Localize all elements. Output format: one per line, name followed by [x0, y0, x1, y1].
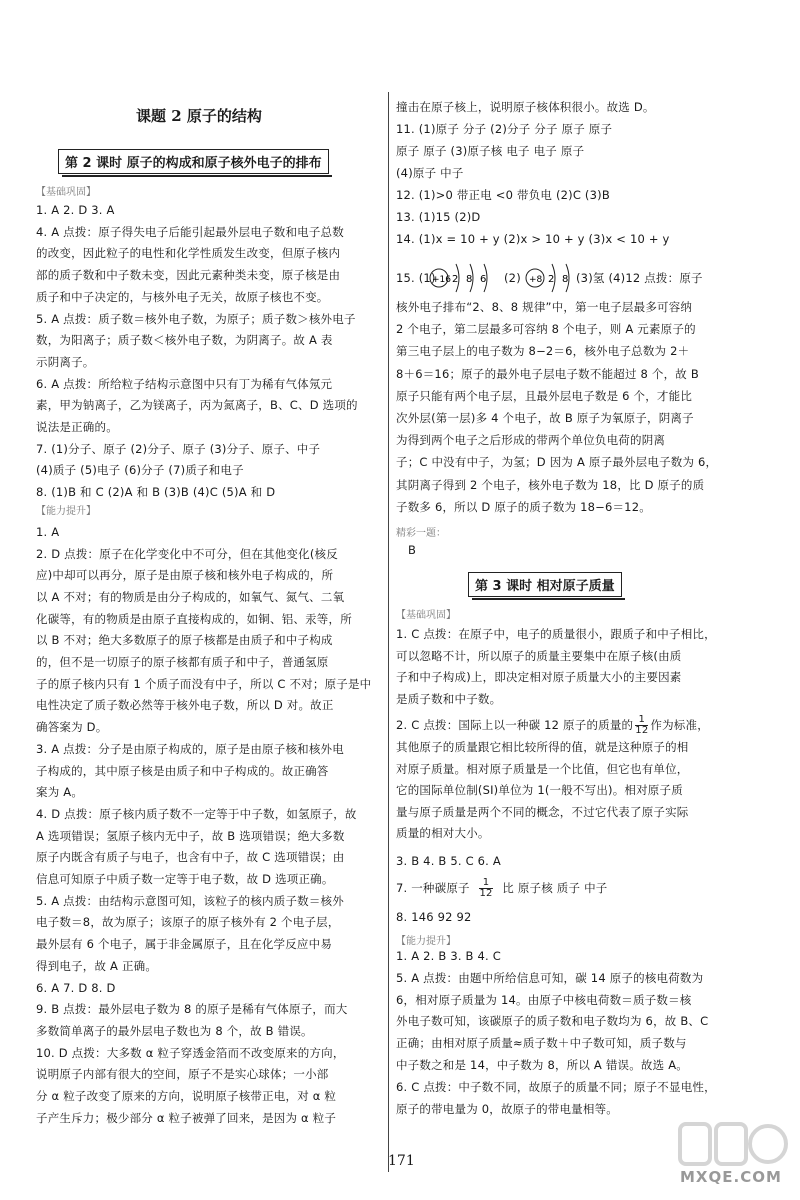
text-line: 6，相对原子质量为 14。由原子中核电荷数＝质子数＝核 [396, 992, 692, 1007]
text-line: 9. B 点拨：最外层电子数为 8 的原子是稀有气体原子，而大 [36, 1002, 348, 1017]
text-line: 量与原子质量是两个不同的概念，不过它代表了原子实际 [396, 804, 689, 819]
text-line: 质量的相对大小。 [396, 826, 490, 840]
text-line: 多数简单离子的最外层电子数也为 8 个，故 B 错误。 [36, 1023, 313, 1038]
text-line: 其他原子的质量跟它相比较所得的值，就是这种原子的相 [396, 740, 689, 754]
text-line: 信息可知原子中质子数一定等于电子数，故 D 选项正确。 [36, 872, 334, 886]
atom-b-shell-2: 8 [562, 274, 569, 285]
text-line: A 选项错误；氢原子核内无中子，故 B 选项错误；绝大多数 [36, 828, 345, 843]
text-line: 说明原子内部有很大的空间，原子不是实心球体；一小部 [36, 1067, 329, 1082]
text-line: 是质子数和中子数。 [396, 691, 502, 706]
watermark-text: MXQE.COM [680, 1168, 782, 1186]
text-line: 6. C 点拨：中子数不同，故原子的质量不同；原子不显电性， [396, 1079, 716, 1094]
text-line: 撞击在原子核上，说明原子核体积很小。故选 D。 [396, 100, 655, 114]
text-line: 8. (1)B 和 C (2)A 和 B (3)B (4)C (5)A 和 D [36, 485, 276, 500]
atom-a-nucleus: +16 [432, 275, 451, 285]
text-line: 7. (1)分子、原子 (2)分子、原子 (3)分子、原子、中子 [36, 441, 321, 456]
text-line: 2. D 点拨：原子在化学变化中不可分，但在其他变化(核反 [36, 546, 338, 561]
text-line: (4)原子 中子 [396, 166, 464, 180]
q7-line [396, 878, 607, 899]
atom-b-shell-1: 2 [548, 274, 555, 285]
section-title-lesson2: 第 2 课时 原子的构成和原子核外电子的排布 [58, 149, 329, 174]
tag-wonderful-question: 精彩一题： [396, 528, 446, 539]
text-line: 化碳等，有的物质是由原子直接构成的，如铜、铝、汞等，所 [36, 611, 352, 626]
text-line: 确答案为 D。 [36, 720, 108, 735]
fraction-q7: $\frac{1}{12}$ [479, 877, 493, 899]
text-line: 10. D 点拨：大多数 α 粒子穿透金箔而不改变原来的方向， [36, 1045, 345, 1060]
text-line: 外电子数可知，该碳原子的质子数和电子数均为 6，故 B、C [396, 1014, 709, 1029]
q2-line [396, 715, 709, 736]
text-line: 数，为阳离子；质子数＜核外电子数，为阴离子。故 A 表 [36, 333, 333, 348]
text-line: 原子 原子 (3)原子核 电子 电子 原子 [396, 144, 585, 158]
column-divider [388, 92, 389, 1172]
tag-ability-improvement: 【能力提升】 [36, 506, 96, 517]
atom-a-shell-1: 2 [452, 274, 459, 285]
text-line: 示阴离子。 [36, 354, 95, 369]
tag-ability-improvement-3: 【能力提升】 [396, 936, 456, 947]
text-line: 子的原子核内只有 1 个质子而没有中子，所以 C 不对；原子是中 [36, 676, 372, 691]
text-line: 原子内既含有质子与电子，也含有中子，故 C 选项错误；由 [36, 850, 345, 865]
text-line: 1. A 2. D 3. A [36, 203, 115, 217]
fraction-1-12: $\frac{1}{12}$ [635, 714, 649, 736]
text-line: 以 B 不对；绝大多数原子的原子核都是由质子和中子构成 [36, 633, 333, 648]
text-line: 6. A 点拨：所给粒子结构示意图中只有丁为稀有气体氖元 [36, 376, 333, 391]
q7-prefix: 7. 一种碳原子 [396, 881, 470, 895]
text-line: 子产生斥力；极少部分 α 粒子被弹了回来，是因为 α 粒子 [36, 1110, 337, 1125]
text-line: 第三电子层上的电子数为 8−2＝6，核外电子总数为 2＋ [396, 344, 690, 359]
q15-row [396, 258, 703, 298]
lesson-title: 课题 2 原子的结构 [136, 107, 262, 125]
text-line: 子构成的，其中原子核是由质子和中子构成的。故正确答 [36, 763, 329, 778]
text-line: 案为 A。 [36, 785, 84, 800]
text-line: 部的质子数和中子数未变，因此元素种类未变，原子核是由 [36, 268, 341, 283]
text-line: 得到电子，故 A 正确。 [36, 958, 158, 973]
q2-suffix: 作为标准， [650, 718, 709, 732]
text-line: 最外层有 6 个电子，属于非金属原子，且在化学反应中易 [36, 937, 333, 952]
q15-label: 15. (1) [396, 271, 436, 285]
text-line: 素，甲为钠离子，乙为镁离子，丙为氮离子，B、C、D 选项的 [36, 398, 358, 413]
q15-mid: (2) [504, 271, 521, 285]
text-line: 子和中子构成)上，即决定相对原子质量大小的主要因素 [396, 670, 682, 684]
tag-basic-consolidation-3: 【基础巩固】 [396, 610, 456, 621]
text-line: 的，但不是一切原子的原子核都有质子和中子，普通氢原 [36, 655, 329, 669]
text-line: 正确；由相对原子质量≈质子数＋中子数可知，质子数与 [396, 1036, 687, 1051]
q7-suffix: 比 原子核 质子 中子 [502, 881, 608, 895]
text-line: 14. (1)x = 10 + y (2)x > 10 + y (3)x < 10 + y [396, 232, 670, 246]
text-line: 可以忽略不计，所以原子的质量主要集中在原子核(由质 [396, 648, 682, 663]
text-line: 6. A 7. D 8. D [36, 980, 116, 995]
atom-b-nucleus: +8 [529, 275, 543, 285]
text-line: 5. A 点拨：由结构示意图可知，该粒子的核内质子数＝核外 [36, 893, 344, 908]
text-line: 1. A [36, 524, 60, 539]
text-line: 4. A 点拨：原子得失电子后能引起最外层电子数和电子总数 [36, 224, 344, 239]
text-line: 子数多 6，所以 D 原子的质子数为 18−6＝12。 [396, 499, 651, 514]
text-line: 电子数＝8，故为原子；该原子的原子核外有 2 个电子层， [36, 915, 340, 930]
text-line: 以 A 不对；有的物质是由分子构成的，如氧气、氮气、二氧 [36, 589, 345, 604]
text-line: 子；C 中没有中子，为氢；D 因为 A 原子最外层电子数为 6， [396, 455, 718, 470]
section-title-lesson3: 第 3 课时 相对原子质量 [468, 572, 622, 597]
text-line: 核外电子排布“2、8、8 规律”中，第一电子层最多可容纳 [396, 300, 693, 314]
text-line: 原子只能有两个电子层，且最外层电子数是 6 个，才能比 [396, 388, 693, 403]
text-line: 它的国际单位制(SI)单位为 1(一般不写出)。相对原子质 [396, 783, 683, 797]
tag-basic-consolidation: 【基础巩固】 [36, 187, 96, 198]
text-line: 次外层(第一层)多 4 个电子，故 B 原子为氧原子，阴离子 [396, 411, 694, 425]
text-line: 原子的带电量为 0，故原子的带电量相等。 [396, 1101, 618, 1116]
text-line: (4)质子 (5)电子 (6)分子 (7)质子和电子 [36, 463, 244, 478]
text-line: 5. A 点拨：由题中所给信息可知，碳 14 原子的核电荷数为 [396, 970, 704, 985]
text-line: 4. D 点拨：原子核内质子数不一定等于中子数，如氢原子，故 [36, 806, 357, 821]
text-line: 13. (1)15 (2)D [396, 210, 481, 224]
text-line: 12. (1)>0 带正电 <0 带负电 (2)C (3)B [396, 188, 610, 202]
text-line: 电性决定了质子数必然等于核外电子数，所以 D 对。故正 [36, 698, 334, 713]
page-number: 171 [388, 1153, 415, 1169]
text-line: 的改变，因此粒子的电性和化学性质发生改变，但原子核内 [36, 246, 341, 261]
text-line: 其阴离子得到 2 个电子，核外电子数为 18，比 D 原子的质 [396, 477, 705, 492]
text-line: 1. A 2. B 3. B 4. C [396, 949, 501, 963]
text-line: 说法是正确的。 [36, 420, 118, 434]
q2-prefix: 2. C 点拨：国际上以一种碳 12 原子的质量的 [396, 718, 634, 732]
text-line: 分 α 粒子改变了原来的方向，说明原子核带正电，对 α 粒 [36, 1089, 337, 1103]
text-line: 2 个电子，第二层最多可容纳 8 个电子，则 A 元素原子的 [396, 322, 696, 337]
text-line: 中子数之和是 14，中子数为 8，所以 A 错误。故选 A。 [396, 1058, 688, 1072]
text-line: 质子和中子决定的，与核外电子无关，故原子核也不变。 [36, 289, 329, 304]
atom-a-shell-2: 8 [466, 274, 473, 285]
q15-tail: (3)氢 (4)12 点拨：原子 [576, 271, 703, 285]
atom-a-shell-3: 6 [480, 274, 487, 285]
text-line: 1. C 点拨：在原子中，电子的质量很小，跟质子和中子相比， [396, 627, 716, 641]
text-line: 3. A 点拨：分子是由原子构成的，原子是由原子核和核外电 [36, 741, 344, 756]
atom-diagram-a [428, 258, 498, 298]
text-line: 11. (1)原子 分子 (2)分子 分子 原子 原子 [396, 122, 613, 136]
text-line: 8＋6＝16；原子的最外电子层电子数不能超过 8 个，故 B [396, 366, 699, 381]
text-line: 应)中却可以再分，原子是由原子核和核外电子构成的，所 [36, 568, 334, 583]
atom-diagram-b [524, 258, 574, 298]
text-line: 对原子质量。相对原子质量是一个比值，但它也有单位， [396, 761, 689, 776]
text-line: 5. A 点拨：质子数＝核外电子数，为原子；质子数＞核外电子 [36, 311, 356, 326]
wonder-answer: B [408, 543, 417, 557]
text-line: 为得到两个电子之后形成的带两个单位负电荷的阴离 [396, 433, 666, 448]
q8-line: 8. 146 92 92 [396, 910, 472, 924]
text-line: 3. B 4. B 5. C 6. A [396, 853, 501, 868]
